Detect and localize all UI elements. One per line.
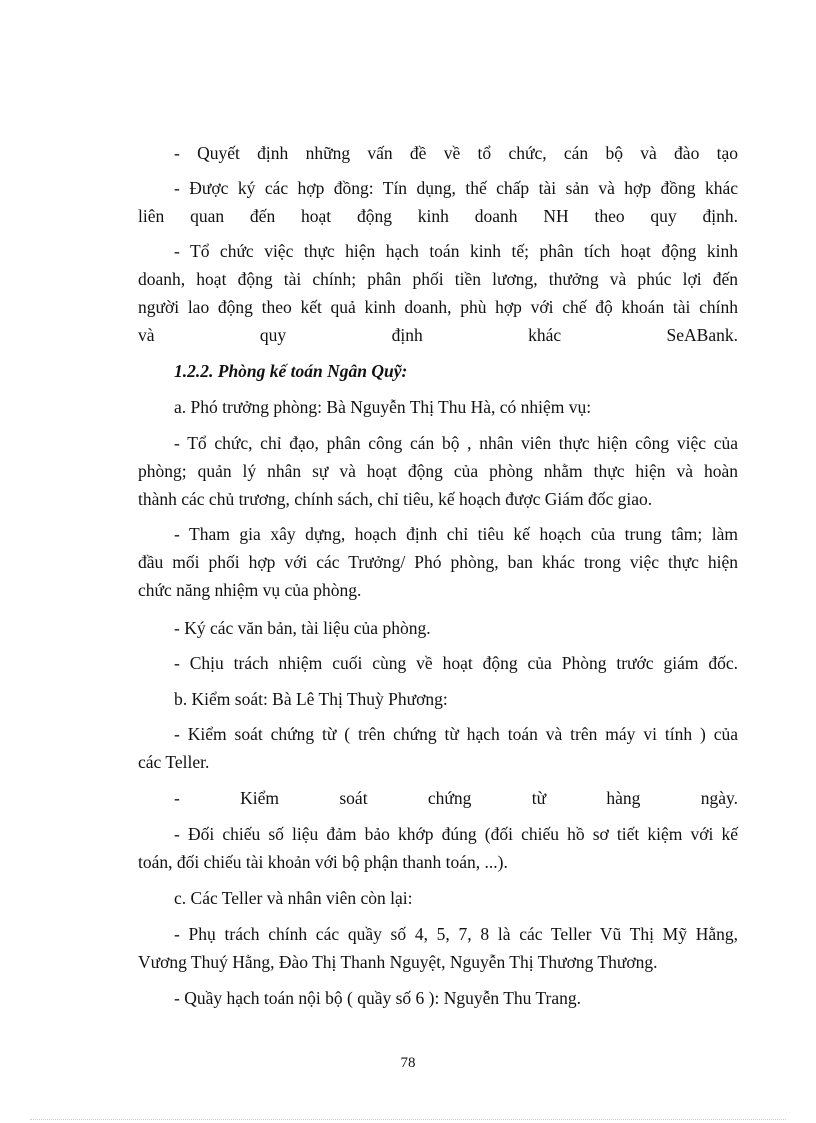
paragraph-line: a. Phó trưởng phòng: Bà Nguyễn Thị Thu Hà, có nhiệm vụ: xyxy=(174,397,592,417)
paragraph-line: đầu mối phối hợp với các Trưởng/ Phó phòng, ban khác trong việc thực hiện xyxy=(138,552,738,572)
paragraph-line: - Tổ chức việc thực hiện hạch toán kinh tế; phân tích hoạt động kinh xyxy=(174,241,738,261)
paragraph-line: - Ký các văn bản, tài liệu của phòng. xyxy=(174,618,431,638)
paragraph-line: b. Kiểm soát: Bà Lê Thị Thuỳ Phương: xyxy=(174,689,448,709)
paragraph-line: - Tổ chức, chỉ đạo, phân công cán bộ , nhân viên thực hiện công việc của xyxy=(174,433,738,453)
paragraph-line: doanh, hoạt động tài chính; phân phối tiền lương, thưởng và phúc lợi đến xyxy=(138,269,738,289)
paragraph-line: - Quyết định những vấn đề về tổ chức, cán bộ và đào tạo xyxy=(174,143,738,163)
paragraph-line: c. Các Teller và nhân viên còn lại: xyxy=(174,888,413,908)
paragraph-line: - Phụ trách chính các quầy số 4, 5, 7, 8 là các Teller Vũ Thị Mỹ Hằng, xyxy=(174,924,738,944)
paragraph-line: các Teller. xyxy=(138,752,210,772)
paragraph-line: Vương Thuý Hằng, Đào Thị Thanh Nguyệt, Nguyễn Thị Thương Thương. xyxy=(138,952,658,972)
paragraph-line: người lao động theo kết quả kinh doanh, phù hợp với chế độ khoán tài chính xyxy=(138,297,738,317)
paragraph-line: chức năng nhiệm vụ của phòng. xyxy=(138,580,362,600)
paragraph-line: toán, đối chiếu tài khoản với bộ phận thanh toán, ...). xyxy=(138,852,508,872)
paragraph-line: - Đối chiếu số liệu đảm bảo khớp đúng (đối chiếu hồ sơ tiết kiệm với kế xyxy=(174,824,738,844)
section-heading: 1.2.2. Phòng kế toán Ngân Quỹ: xyxy=(174,361,408,381)
paragraph-line: liên quan đến hoạt động kinh doanh NH theo quy định. xyxy=(138,206,738,226)
paragraph-line: - Tham gia xây dựng, hoạch định chỉ tiêu kế hoạch của trung tâm; làm xyxy=(174,524,738,544)
paragraph-line: - Kiểm soát chứng từ ( trên chứng từ hạch toán và trên máy vi tính ) của xyxy=(174,724,738,744)
paragraph-line: phòng; quản lý nhân sự và hoạt động của phòng nhằm thực hiện và hoàn xyxy=(138,461,738,481)
paragraph-line: - Chịu trách nhiệm cuối cùng về hoạt động của Phòng trước giám đốc. xyxy=(174,653,738,673)
page-number: 78 xyxy=(400,1055,416,1071)
paragraph-line: và quy định khác SeABank. xyxy=(138,325,738,345)
paragraph-line: - Được ký các hợp đồng: Tín dụng, thế chấp tài sản và hợp đồng khác xyxy=(174,178,738,198)
paragraph-line: thành các chủ trương, chính sách, chỉ tiêu, kế hoạch được Giám đốc giao. xyxy=(138,489,653,509)
footer-divider xyxy=(30,1119,786,1120)
paragraph-line: - Kiểm soát chứng từ hàng ngày. xyxy=(174,788,738,808)
paragraph-line: - Quầy hạch toán nội bộ ( quầy số 6 ): Nguyễn Thu Trang. xyxy=(174,988,581,1008)
